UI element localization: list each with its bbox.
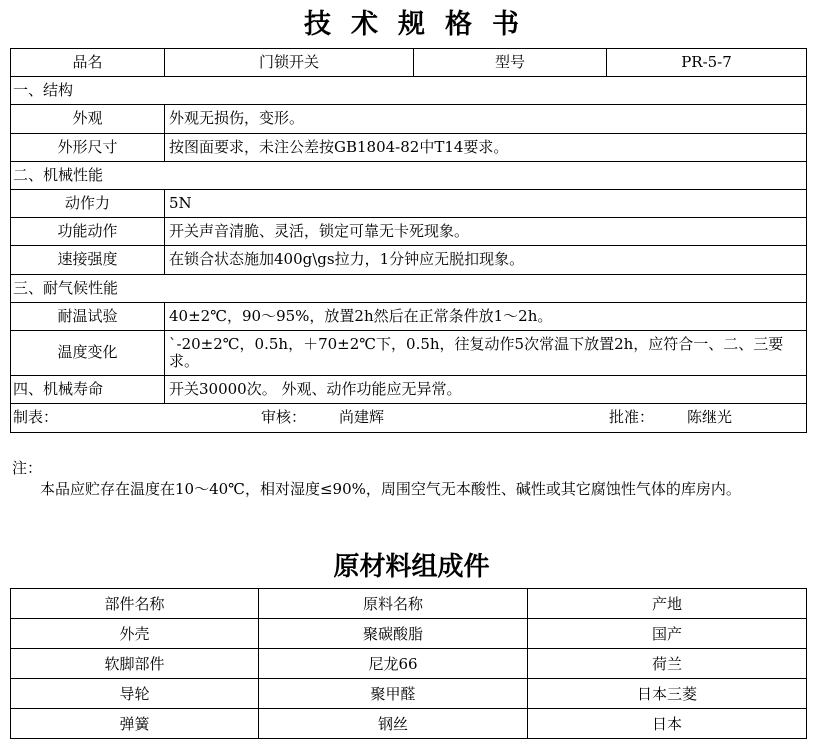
- note-label: 注：: [12, 459, 43, 477]
- model-value: PR-5-7: [607, 49, 807, 77]
- signature-row: [11, 404, 807, 433]
- origin: 日本: [528, 709, 807, 739]
- section-row: [11, 77, 807, 105]
- materials-header-row: [11, 589, 807, 619]
- spec-table: [10, 48, 807, 433]
- spec-label: 耐温试验: [11, 302, 165, 330]
- spec-value: 按图面要求，未注公差按GB1804-82中T14要求。: [165, 133, 807, 161]
- spec-row: [11, 218, 807, 246]
- section-row: [11, 274, 807, 302]
- spec-row: [11, 189, 807, 217]
- column-header: 原料名称: [259, 589, 528, 619]
- spec-value: 40±2℃，90～95%，放置2h然后在正常条件放1～2h。: [165, 302, 807, 330]
- section-row: [11, 161, 807, 189]
- spec-value: 在锁合状态施加400g\gs拉力，1分钟应无脱扣现象。: [165, 246, 807, 274]
- spec-value: 外观无损伤，变形。: [165, 105, 807, 133]
- spec-value: 5N: [165, 189, 807, 217]
- material-name: 聚碳酸脂: [259, 619, 528, 649]
- document-title: 技术规格书: [304, 9, 539, 40]
- section-title-structure: 一、结构: [11, 77, 807, 105]
- part-name: 外壳: [11, 619, 259, 649]
- table-row: [11, 709, 807, 739]
- approver-name: 陈继光: [687, 408, 733, 427]
- origin: 荷兰: [528, 649, 807, 679]
- materials-table: [10, 588, 807, 739]
- spec-label: 温度变化: [11, 330, 165, 375]
- made-by-label: 制表：: [13, 408, 59, 427]
- header-row: [11, 49, 807, 77]
- spec-row: [11, 375, 807, 403]
- spec-value: 开关30000次。 外观、动作功能应无异常。: [165, 375, 807, 403]
- part-name: 软脚部件: [11, 649, 259, 679]
- spec-label: 速接强度: [11, 246, 165, 274]
- section-title-life: 四、机械寿命: [11, 375, 165, 403]
- spec-label: 功能动作: [11, 218, 165, 246]
- column-header: 部件名称: [11, 589, 259, 619]
- storage-note: [12, 458, 802, 500]
- materials-title: 原材料组成件: [333, 552, 490, 582]
- review-label: 审核：: [261, 408, 307, 427]
- spec-row: [11, 133, 807, 161]
- approve-label: 批准：: [609, 408, 655, 427]
- spec-value: 开关声音清脆、灵活，锁定可靠无卡死现象。: [165, 218, 807, 246]
- table-row: [11, 619, 807, 649]
- part-name: 弹簧: [11, 709, 259, 739]
- spec-value: `-20±2℃，0.5h，＋70±2℃下，0.5h，往复动作5次常温下放置2h，应符合一、二、三要求。: [165, 330, 807, 375]
- note-text: 本品应贮存在温度在10～40℃，相对湿度≤90%，周围空气无本酸性、碱性或其它腐蚀性气体的库房内。: [40, 480, 741, 498]
- material-name: 尼龙66: [259, 649, 528, 679]
- spec-row: [11, 330, 807, 375]
- table-row: [11, 679, 807, 709]
- model-label: 型号: [414, 49, 607, 77]
- spec-row: [11, 302, 807, 330]
- origin: 国产: [528, 619, 807, 649]
- origin: 日本三菱: [528, 679, 807, 709]
- reviewer-name: 尚建辉: [339, 408, 385, 427]
- part-name: 导轮: [11, 679, 259, 709]
- table-row: [11, 649, 807, 679]
- material-name: 聚甲醛: [259, 679, 528, 709]
- column-header: 产地: [528, 589, 807, 619]
- name-label: 品名: [11, 49, 165, 77]
- spec-label: 外形尺寸: [11, 133, 165, 161]
- section-title-climate: 三、耐气候性能: [11, 274, 807, 302]
- section-title-mechanical: 二、机械性能: [11, 161, 807, 189]
- spec-label: 外观: [11, 105, 165, 133]
- signature-cell: [11, 404, 807, 433]
- name-value: 门锁开关: [165, 49, 414, 77]
- spec-row: [11, 246, 807, 274]
- material-name: 钢丝: [259, 709, 528, 739]
- spec-row: [11, 105, 807, 133]
- spec-label: 动作力: [11, 189, 165, 217]
